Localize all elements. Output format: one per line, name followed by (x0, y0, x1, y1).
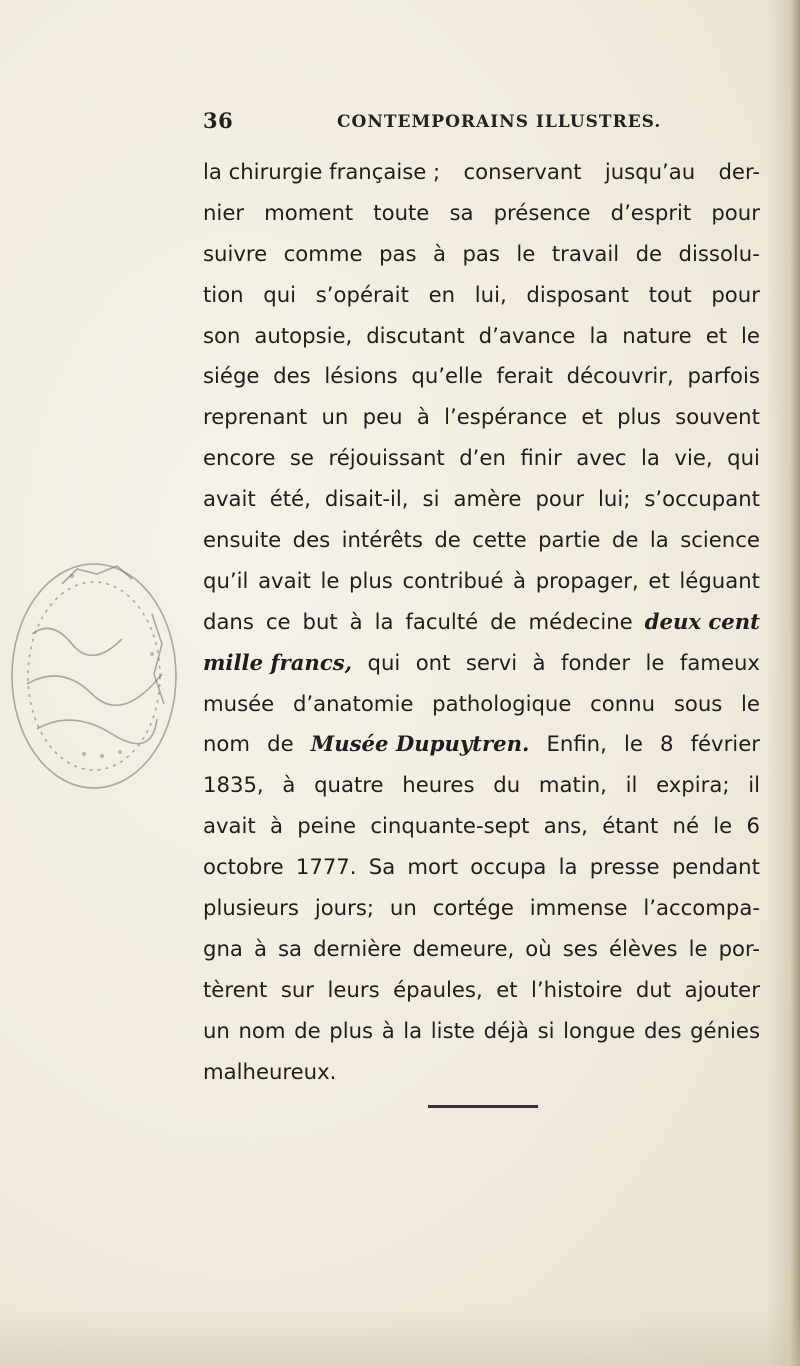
word: il (748, 772, 760, 798)
word: liste (430, 1017, 475, 1043)
word: expira; (656, 772, 730, 798)
word: heures (402, 772, 475, 798)
word: dernière (313, 935, 402, 961)
text-line (203, 152, 760, 193)
word: cortége (432, 895, 514, 921)
word: l’histoire (531, 976, 623, 1002)
word: déjà (483, 1017, 529, 1043)
text-line (203, 1011, 760, 1052)
word: matin, (538, 772, 607, 798)
word: but (302, 608, 338, 634)
word: à (416, 404, 430, 430)
word: connu (590, 690, 656, 716)
word: de (267, 731, 294, 757)
word: s’occupant (644, 486, 760, 512)
word: le (741, 690, 760, 716)
italic-phrase: deux cent (644, 608, 760, 634)
word: ses (562, 935, 598, 961)
word: der- (718, 159, 760, 184)
text-line (203, 765, 760, 806)
word: dut (635, 976, 672, 1002)
word: le (645, 649, 665, 675)
word: vie, (674, 445, 713, 471)
word: tout (648, 281, 692, 307)
word: fonder (560, 649, 631, 675)
word: dans (203, 608, 254, 634)
word: l’accompa- (643, 895, 760, 921)
text-line (203, 724, 760, 765)
word: sa (449, 199, 474, 225)
word: science (680, 527, 760, 553)
word: pendant (671, 854, 760, 880)
word: lui, (474, 281, 507, 307)
word: discutant (366, 322, 465, 348)
word: finir (520, 445, 562, 471)
word: jusqu’au (604, 159, 696, 184)
word: gna (203, 935, 243, 961)
text-line (203, 397, 760, 438)
word: de (635, 240, 663, 266)
word: intérêts (341, 527, 423, 553)
word: découvrir, (566, 363, 674, 389)
word: réjouissant (328, 445, 445, 471)
word: souvent (675, 404, 760, 430)
word: le (741, 322, 760, 348)
word: travail (551, 240, 620, 266)
word: des (643, 1017, 682, 1043)
word: peu (362, 404, 403, 430)
italic-phrase: Musée Dupuytren. (310, 731, 530, 757)
page-edge-shadow (766, 0, 800, 1366)
word: se (289, 445, 314, 471)
word: servi (465, 649, 518, 675)
italic-phrase: mille francs, (203, 649, 353, 675)
word: malheureux. (203, 1058, 337, 1084)
word: octobre (203, 854, 284, 880)
word: en (428, 281, 456, 307)
body-text (203, 152, 760, 1092)
text-line (203, 356, 760, 397)
word: léguant (679, 567, 760, 593)
word: dissolu- (678, 240, 760, 266)
end-rule (428, 1105, 538, 1108)
word: à (381, 1017, 395, 1043)
word: 6 (746, 813, 760, 839)
word: fameux (679, 649, 760, 675)
word: été, (269, 486, 311, 512)
word: d’avance (478, 322, 576, 348)
word: suivre (203, 240, 268, 266)
word: nature (622, 322, 692, 348)
word: immense (529, 895, 628, 921)
word: la chirurgie française ; (203, 159, 441, 184)
word: si (537, 1017, 555, 1043)
word: nier (203, 199, 245, 225)
word: l’espérance (444, 404, 568, 430)
word: partie (538, 527, 601, 553)
text-line (203, 193, 760, 234)
word: du (493, 772, 521, 798)
word: ferait (496, 363, 553, 389)
word: qu’elle (411, 363, 483, 389)
word: faculté (405, 608, 479, 634)
word: disposant (526, 281, 629, 307)
word: quatre (314, 772, 384, 798)
word: à (532, 649, 546, 675)
word: et (496, 976, 518, 1002)
word: plus (329, 1017, 374, 1043)
word: le (688, 935, 708, 961)
word: à (282, 772, 296, 798)
word: et (581, 404, 603, 430)
text-line (203, 1052, 760, 1093)
text-line (203, 643, 760, 684)
word: la (641, 445, 660, 471)
text-line (203, 684, 760, 725)
word: toute (373, 199, 430, 225)
word: à (349, 608, 363, 634)
word: 1835, (203, 772, 264, 798)
word: de (490, 608, 517, 634)
word: sur (280, 976, 315, 1002)
word: ans, (543, 813, 588, 839)
word: nom (238, 1017, 286, 1043)
text-line (203, 602, 760, 643)
word: musée (203, 690, 275, 716)
word: ensuite (203, 527, 282, 553)
word: peine (297, 813, 357, 839)
word: étant (602, 813, 659, 839)
word: siége (203, 363, 260, 389)
word: presse (589, 854, 660, 880)
word: pour (711, 199, 760, 225)
text-line (203, 561, 760, 602)
text-line (203, 847, 760, 888)
word: et (705, 322, 728, 348)
text-line (203, 234, 760, 275)
word: d’en (459, 445, 506, 471)
word: s’opérait (315, 281, 409, 307)
word: plus (617, 404, 661, 430)
word: un (203, 1017, 230, 1043)
word: pas (462, 240, 500, 266)
word: d’anatomie (292, 690, 414, 716)
word: épaules, (393, 976, 483, 1002)
text-line (203, 438, 760, 479)
running-head (203, 108, 662, 138)
word: né (672, 813, 700, 839)
word: plus (349, 567, 393, 593)
word: tion (203, 281, 244, 307)
word: ont (415, 649, 451, 675)
word: parfois (687, 363, 760, 389)
word: le (516, 240, 536, 266)
text-line (203, 520, 760, 561)
word: contribué (402, 567, 504, 593)
word: Enfin, (546, 731, 607, 757)
word: tèrent (203, 976, 268, 1002)
word: jours; (314, 895, 374, 921)
word: où (525, 935, 552, 961)
word: la (374, 608, 394, 634)
word: occupa (470, 854, 547, 880)
word: pour (535, 486, 584, 512)
word: février (690, 731, 760, 757)
text-line (203, 888, 760, 929)
word: lésions (324, 363, 398, 389)
running-title: CONTEMPORAINS ILLUSTRES. (337, 112, 662, 132)
word: comme (283, 240, 363, 266)
word: pathologique (432, 690, 572, 716)
word: avait (203, 486, 256, 512)
page-number: 36 (203, 108, 234, 133)
word: qu’il (203, 567, 249, 593)
word: son (203, 322, 241, 348)
word: lui; (598, 486, 631, 512)
word: à (253, 935, 267, 961)
word: plusieurs (203, 895, 299, 921)
word: génies (690, 1017, 760, 1043)
word: 8 (659, 731, 674, 757)
word: conservant (463, 159, 582, 184)
word: à (269, 813, 283, 839)
word: la (589, 322, 609, 348)
word: le (320, 567, 340, 593)
word: longue (563, 1017, 636, 1043)
word: médecine (528, 608, 633, 634)
word: demeure, (412, 935, 515, 961)
word: avait (258, 567, 311, 593)
word: qui (367, 649, 401, 675)
word: à (433, 240, 446, 266)
word: cinquante-sept (370, 813, 530, 839)
word: un (389, 895, 417, 921)
word: avait (203, 813, 256, 839)
word: amère (453, 486, 522, 512)
word: autopsie, (254, 322, 353, 348)
word: moment (264, 199, 354, 225)
word: la (403, 1017, 423, 1043)
word: avec (576, 445, 627, 471)
text-line (203, 929, 760, 970)
word: la (558, 854, 578, 880)
word: un (321, 404, 349, 430)
text-line (203, 316, 760, 357)
word: si (422, 486, 440, 512)
word: il (625, 772, 638, 798)
page-bottom-shadow (0, 1306, 800, 1366)
word: de (294, 1017, 321, 1043)
word: cette (472, 527, 527, 553)
word: de (611, 527, 639, 553)
word: qui (263, 281, 297, 307)
word: la (649, 527, 669, 553)
word: Sa (368, 854, 396, 880)
word: pour (711, 281, 760, 307)
word: élèves (608, 935, 678, 961)
word: reprenant (203, 404, 308, 430)
text-line (203, 806, 760, 847)
word: présence (493, 199, 591, 225)
word: le (623, 731, 643, 757)
word: mort (407, 854, 459, 880)
text-line (203, 275, 760, 316)
word: pas (379, 240, 417, 266)
word: qui (727, 445, 760, 471)
word: d’esprit (610, 199, 692, 225)
word: des (273, 363, 311, 389)
word: ce (265, 608, 291, 634)
word: à (513, 567, 527, 593)
library-stamp-icon (2, 524, 192, 794)
word: encore (203, 445, 276, 471)
word: ajouter (684, 976, 760, 1002)
word: 1777. (295, 854, 357, 880)
word: sous (673, 690, 723, 716)
word: leurs (327, 976, 380, 1002)
word: sa (277, 935, 303, 961)
word: de (434, 527, 461, 553)
word: nom (203, 731, 251, 757)
word: disait-il, (324, 486, 409, 512)
word: propager, (535, 567, 639, 593)
word: por- (718, 935, 760, 961)
word: des (292, 527, 331, 553)
word: le (713, 813, 733, 839)
text-line (203, 479, 760, 520)
word: et (648, 567, 670, 593)
text-line (203, 970, 760, 1011)
